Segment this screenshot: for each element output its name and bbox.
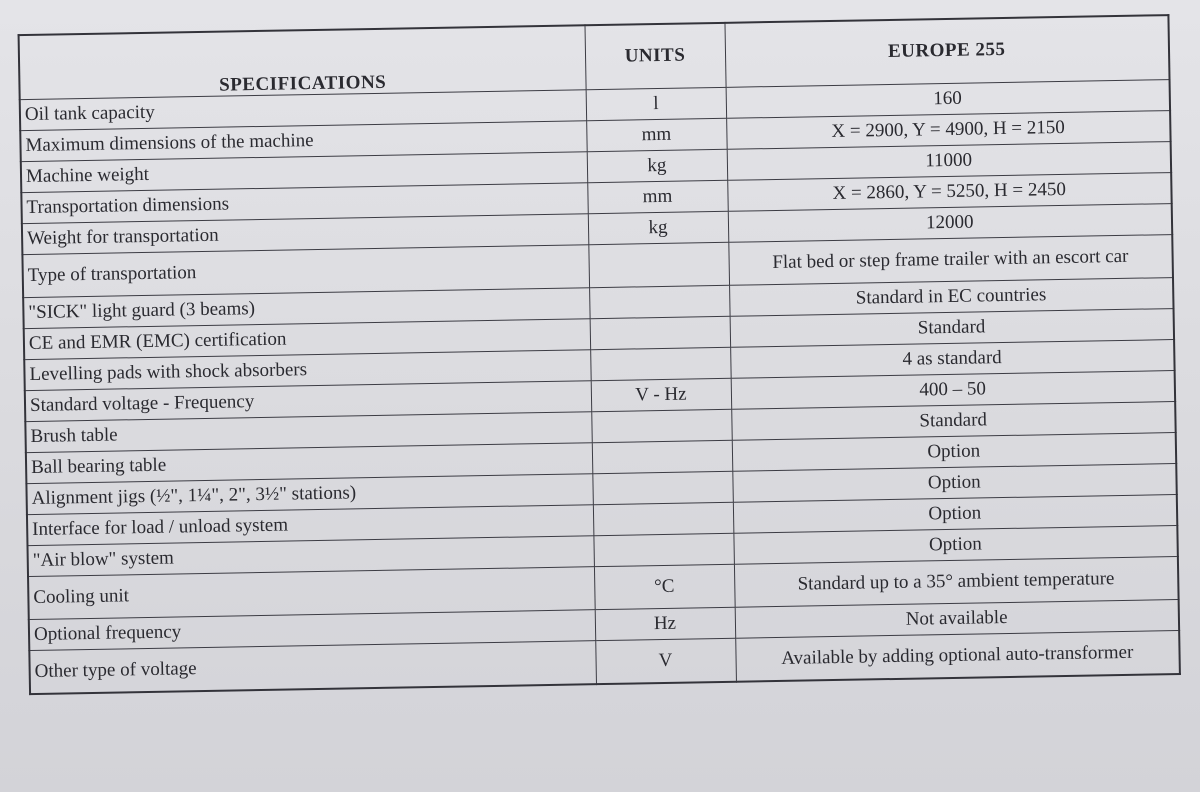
spec-label: Alignment jigs (½", 1¼", 2", 3½" stations): [26, 473, 592, 514]
spec-unit: Hz: [595, 607, 736, 640]
spec-label: CE and EMR (EMC) certification: [24, 318, 590, 359]
spec-unit: mm: [587, 180, 728, 213]
spec-value: Available by adding optional auto-transformer: [735, 630, 1180, 681]
spec-label: Type of transportation: [22, 244, 589, 297]
spec-unit: kg: [587, 149, 728, 182]
spec-unit: [593, 533, 734, 566]
spec-value: Option: [732, 432, 1176, 471]
spec-label: Other type of voltage: [29, 640, 596, 693]
spec-unit: [593, 502, 734, 535]
spec-value: 12000: [728, 203, 1172, 242]
spec-value: Standard in EC countries: [729, 277, 1173, 316]
spec-unit: V - Hz: [591, 378, 732, 411]
spec-value: X = 2900, Y = 4900, H = 2150: [726, 110, 1170, 149]
spec-value: Option: [733, 494, 1177, 533]
spec-unit: [591, 409, 732, 442]
spec-unit: [592, 440, 733, 473]
spec-value: 400 – 50: [731, 370, 1175, 409]
spec-label: Interface for load / unload system: [27, 504, 593, 545]
spec-unit: V: [595, 638, 736, 684]
spec-value: Option: [733, 525, 1177, 564]
spec-unit: l: [586, 87, 727, 120]
spec-value: Standard: [731, 401, 1175, 440]
spec-value: Standard: [730, 308, 1174, 347]
spec-unit: [590, 316, 731, 349]
spec-unit: °C: [594, 564, 735, 609]
spec-value: X = 2860, Y = 5250, H = 2450: [727, 172, 1171, 211]
spec-unit: [590, 347, 731, 380]
spec-value: Standard up to a 35° ambient temperature: [734, 556, 1179, 607]
spec-value: 160: [726, 79, 1170, 118]
spec-unit: [589, 285, 730, 318]
spec-value: 11000: [727, 141, 1171, 180]
header-units: UNITS: [584, 23, 725, 89]
spec-value: Option: [732, 463, 1176, 502]
spec-label: Cooling unit: [28, 566, 595, 619]
spec-unit: mm: [586, 118, 727, 151]
spec-label: Optional frequency: [29, 609, 595, 650]
spec-label: Ball bearing table: [26, 442, 592, 483]
specifications-table: [18, 14, 1181, 695]
spec-label: Machine weight: [21, 151, 587, 192]
spec-label: "SICK" light guard (3 beams): [23, 287, 589, 328]
spec-value: 4 as standard: [730, 339, 1174, 378]
spec-label: Brush table: [25, 411, 591, 452]
spec-sheet: [18, 14, 1191, 782]
spec-label: Transportation dimensions: [21, 182, 587, 223]
spec-label: Weight for transportation: [22, 213, 588, 254]
spec-value: Not available: [735, 599, 1179, 638]
spec-unit: [592, 471, 733, 504]
spec-label: "Air blow" system: [27, 535, 593, 576]
spec-label: Oil tank capacity: [20, 89, 586, 130]
spec-label: Standard voltage - Frequency: [25, 380, 591, 421]
spec-unit: [588, 242, 729, 287]
spec-value: Flat bed or step frame trailer with an escort car: [728, 234, 1173, 285]
header-model: EUROPE 255: [724, 15, 1169, 87]
spec-label: Levelling pads with shock absorbers: [24, 349, 590, 390]
spec-unit: kg: [588, 211, 729, 244]
spec-label: Maximum dimensions of the machine: [20, 120, 586, 161]
header-specifications: SPECIFICATIONS: [19, 25, 586, 99]
